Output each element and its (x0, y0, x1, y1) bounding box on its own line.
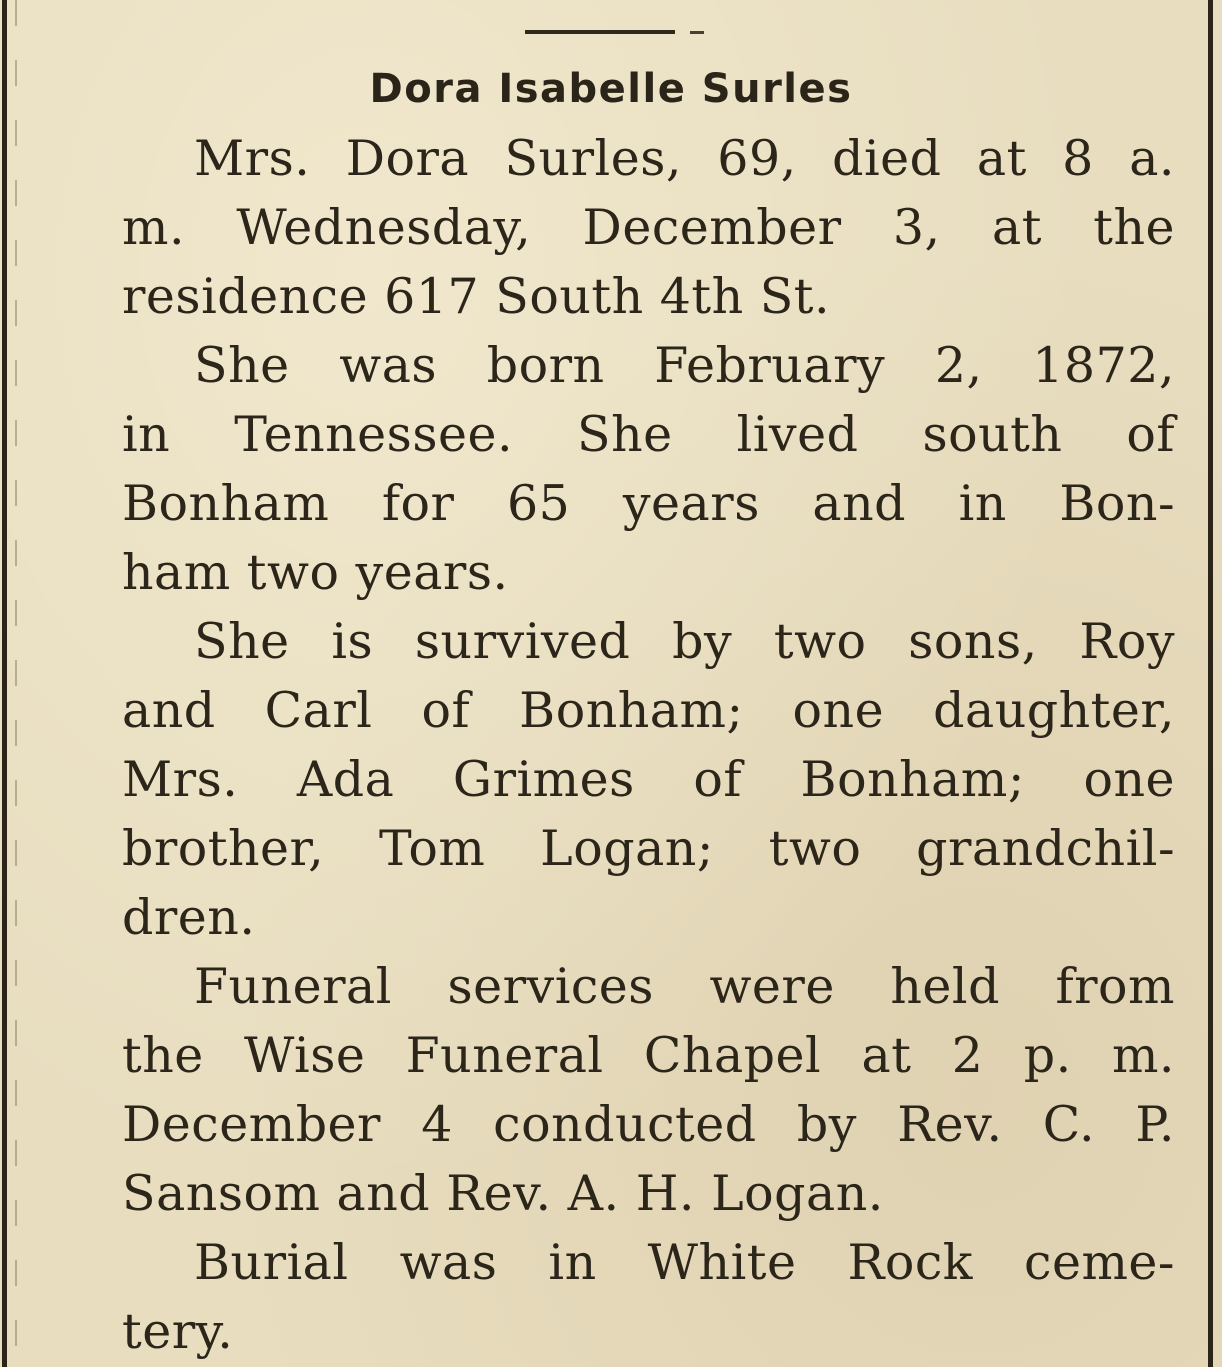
text-line: Mrs. Ada Grimes of Bonham; one (122, 751, 1175, 808)
text-line: ham two years. (122, 544, 509, 601)
text-line: m. Wednesday, December 3, at the (122, 199, 1175, 256)
text-line: December 4 conducted by Rev. C. P. (122, 1096, 1175, 1153)
paragraph-death (50, 124, 1175, 331)
text-line: Mrs. Dora Surles, 69, died at 8 a. (194, 130, 1175, 187)
text-line: She was born February 2, 1872, (194, 337, 1175, 394)
obituary-body (50, 124, 1175, 1366)
text-line: in Tennessee. She lived south of (122, 406, 1175, 463)
top-divider-tick (690, 31, 704, 34)
text-line: tery. (122, 1303, 234, 1360)
text-line: residence 617 South 4th St. (122, 268, 831, 325)
top-divider-rule (525, 30, 675, 34)
text-line: Sansom and Rev. A. H. Logan. (122, 1165, 884, 1222)
paragraph-birth (50, 331, 1175, 607)
paragraph-survivors (50, 607, 1175, 952)
text-line: She is survived by two sons, Roy (194, 613, 1175, 670)
text-line: Funeral services were held from (194, 958, 1175, 1015)
text-line: Bonham for 65 years and in Bon- (122, 475, 1175, 532)
right-column-rule (1208, 0, 1213, 1367)
paragraph-burial (50, 1228, 1175, 1366)
text-line: Burial was in White Rock ceme- (194, 1234, 1175, 1291)
text-line: brother, Tom Logan; two grandchil- (122, 820, 1175, 877)
obituary-headline: Dora Isabelle Surles (369, 66, 853, 112)
left-column-rule (2, 0, 7, 1367)
text-line: the Wise Funeral Chapel at 2 p. m. (122, 1027, 1175, 1084)
text-line: dren. (122, 889, 256, 946)
text-line: and Carl of Bonham; one daughter, (122, 682, 1175, 739)
paragraph-funeral (50, 952, 1175, 1228)
